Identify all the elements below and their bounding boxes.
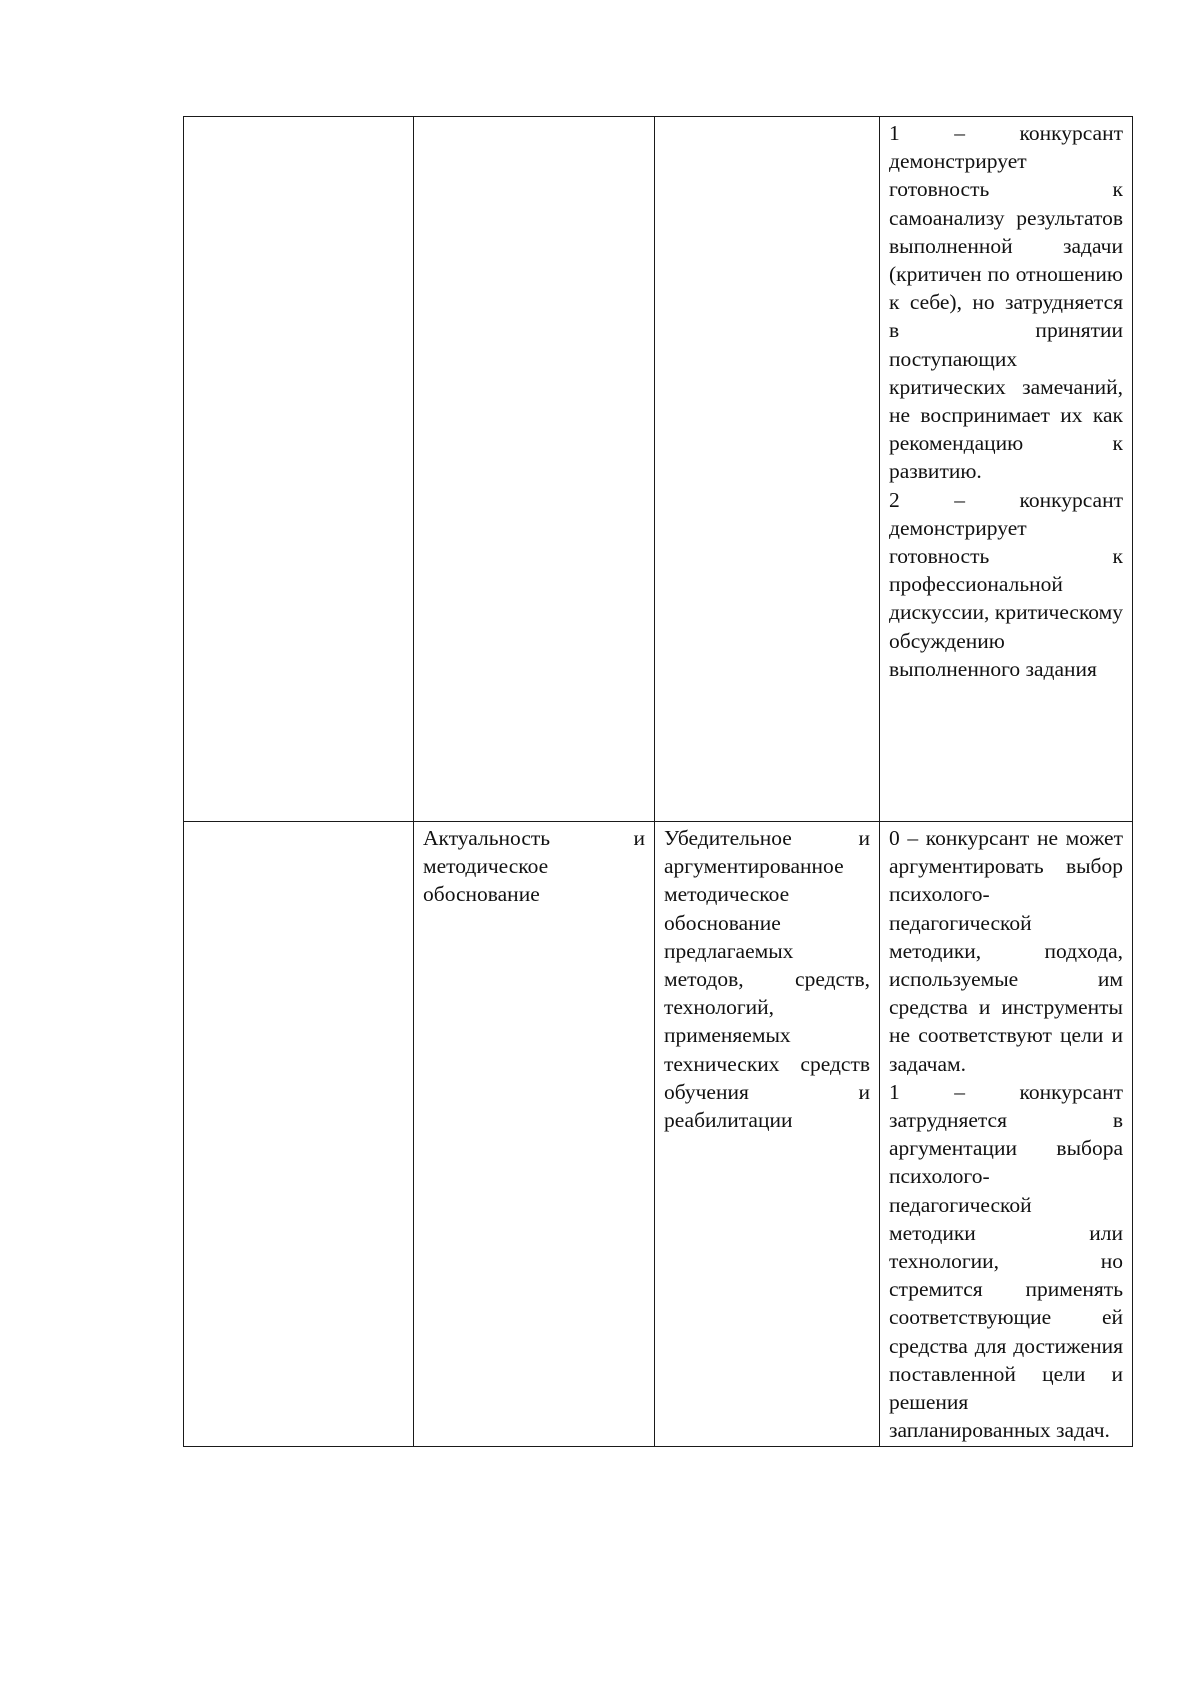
score-level-text: 0 – конкурсант не может аргументировать выбор психолого-педагогической методики, подхода, используемые им средства и инструменты не соответствуют цели и задачам. <box>889 826 1123 1076</box>
table-row <box>184 822 1133 1447</box>
criterion-description: Убедительное и аргументированное методическое обоснование предлагаемых методов, средств, технологий, применяемых технических средств обучения и реабилитации <box>664 826 870 1133</box>
table-row <box>184 117 1133 822</box>
table-cell-description <box>655 822 880 1447</box>
table-cell-criterion <box>414 822 655 1447</box>
table-cell-criterion <box>414 117 655 822</box>
criteria-table <box>183 116 1133 1447</box>
score-level-text: 1 – конкурсант затрудняется в аргументации выбора психолого-педагогической методики или технологии, но стремится применять соответствующие ей средства для достижения поставленной цели и решения запланированных задач. <box>889 1079 1123 1443</box>
table-cell-section <box>184 822 414 1447</box>
table-cell-scoring <box>880 822 1133 1447</box>
table-cell-scoring <box>880 117 1133 822</box>
table-cell-section <box>184 117 414 822</box>
score-level-text: 2 – конкурсант демонстрирует готовность к профессиональной дискуссии, критическому обсуждению выполненного задания <box>889 487 1123 681</box>
criterion-title: Актуальность и методическое обоснование <box>423 826 645 907</box>
table-cell-description <box>655 117 880 822</box>
score-level-text: 1 – конкурсант демонстрирует готовность к самоанализу результатов выполненной задачи (критичен по отношению к себе), но затрудняется в принятии поступающих критических замечаний, не воспринимает их как рекомендацию к развитию. <box>889 121 1123 484</box>
